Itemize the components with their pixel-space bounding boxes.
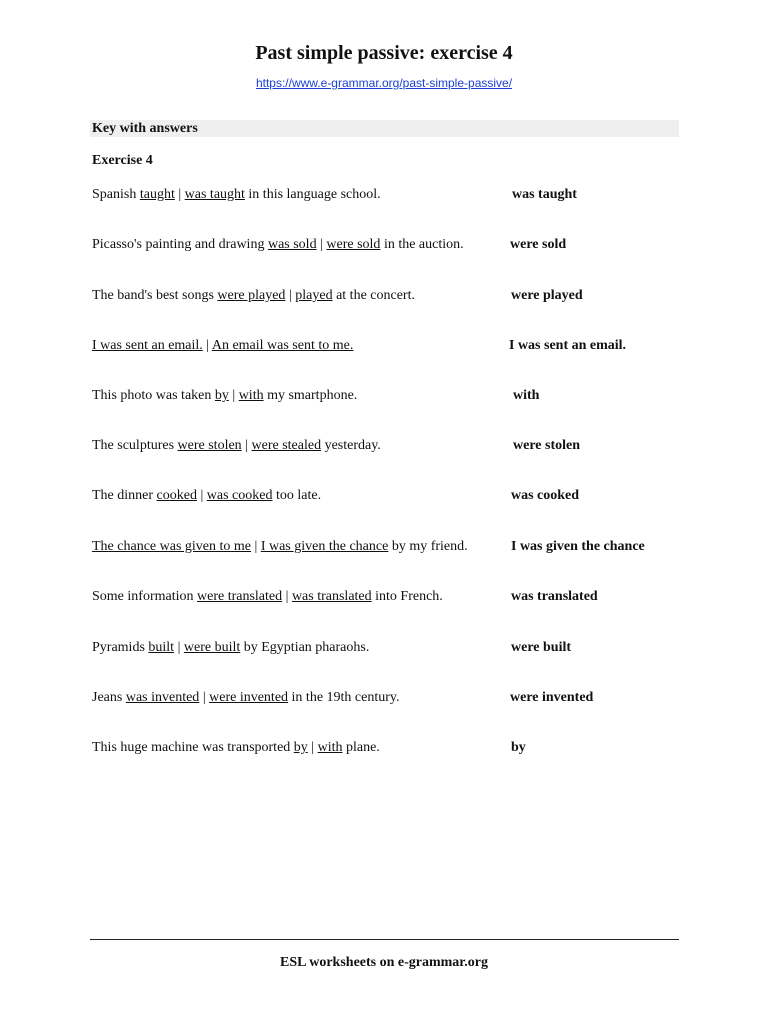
- option-1: The chance was given to me: [92, 539, 251, 554]
- sentence: [92, 488, 321, 504]
- option-1: were played: [217, 288, 286, 303]
- sentence-pre: Pyramids: [92, 640, 149, 655]
- answer: was taught: [512, 187, 577, 202]
- option-1: by: [293, 740, 308, 755]
- page-title: Past simple passive: exercise 4: [255, 42, 513, 64]
- option-separator: |: [307, 740, 318, 755]
- sentence-post: in the 19th century.: [288, 690, 400, 705]
- sentence: [92, 539, 468, 555]
- sentence-post: in this language school.: [244, 187, 381, 202]
- sentence-post: in the auction.: [380, 237, 464, 252]
- option-1: were stolen: [177, 438, 242, 453]
- option-separator: |: [282, 589, 292, 604]
- option-2: with: [317, 740, 343, 755]
- answer: was translated: [511, 589, 598, 604]
- option-1: I was sent an email.: [92, 338, 203, 353]
- sentence-post: by my friend.: [388, 539, 468, 554]
- sentence-post: yesterday.: [321, 438, 381, 453]
- exercise-row: [92, 388, 682, 408]
- sentence-pre: Picasso's painting and drawing: [92, 237, 268, 252]
- answer: were stolen: [513, 438, 580, 453]
- exercise-row: [92, 740, 682, 760]
- sentence-post: too late.: [272, 488, 322, 503]
- option-1: were translated: [197, 589, 283, 604]
- exercise-row: [92, 438, 682, 458]
- sentence-pre: Some information: [92, 589, 197, 604]
- sentence-post: by Egyptian pharaohs.: [240, 640, 370, 655]
- answer: were built: [511, 640, 572, 655]
- option-2: were built: [183, 640, 241, 655]
- option-2: were sold: [326, 237, 381, 252]
- key-label: Key with answers: [92, 121, 198, 136]
- option-separator: |: [199, 690, 210, 705]
- sentence: [92, 589, 443, 605]
- option-separator: |: [174, 187, 185, 202]
- footer-text: ESL worksheets on e-grammar.org: [280, 955, 488, 970]
- exercise-row: [92, 488, 682, 508]
- exercise-row: [92, 288, 682, 308]
- option-separator: |: [202, 338, 212, 353]
- sentence: [92, 288, 415, 304]
- answer: were sold: [510, 237, 567, 252]
- answer: I was sent an email.: [509, 338, 627, 353]
- option-2: An email was sent to me.: [211, 338, 354, 353]
- sentence-pre: Jeans: [92, 690, 126, 705]
- sentence-pre: The band's best songs: [92, 288, 218, 303]
- option-1: taught: [139, 187, 175, 202]
- sentence-post: into French.: [371, 589, 443, 604]
- footer-divider: [90, 939, 679, 940]
- sentence-post: my smartphone.: [263, 388, 358, 403]
- sentence-pre: The sculptures: [92, 438, 178, 453]
- option-2: I was given the chance: [260, 539, 389, 554]
- exercise-row: [92, 237, 682, 257]
- exercise-row: [92, 187, 682, 207]
- answer: with: [513, 388, 540, 403]
- sentence: [92, 187, 381, 203]
- sentence: [92, 438, 381, 454]
- option-2: with: [238, 388, 264, 403]
- exercise-row: [92, 589, 682, 609]
- sentence: [92, 640, 369, 656]
- option-separator: |: [174, 640, 184, 655]
- sentence: [92, 690, 400, 706]
- option-1: cooked: [156, 488, 197, 503]
- option-2: were stealed: [251, 438, 322, 453]
- option-separator: |: [196, 488, 207, 503]
- sentence-post: at the concert.: [332, 288, 415, 303]
- exercise-row: [92, 338, 682, 358]
- sentence-pre: This photo was taken: [92, 388, 215, 403]
- option-separator: |: [285, 288, 296, 303]
- answer: was cooked: [511, 488, 580, 503]
- option-separator: |: [241, 438, 252, 453]
- sentence-pre: This huge machine was transported: [92, 740, 294, 755]
- sentence-post: plane.: [342, 740, 380, 755]
- answer: I was given the chance: [511, 539, 645, 554]
- exercise-row: [92, 690, 682, 710]
- option-separator: |: [228, 388, 239, 403]
- source-link[interactable]: https://www.e-grammar.org/past-simple-passive/: [255, 76, 513, 90]
- answer: by: [511, 740, 526, 755]
- sentence-pre: Spanish: [92, 187, 140, 202]
- option-1: by: [214, 388, 229, 403]
- exercise-row: [92, 539, 682, 559]
- sentence: [92, 388, 357, 404]
- option-2: was taught: [184, 187, 245, 202]
- sentence-pre: The dinner: [92, 488, 157, 503]
- option-2: was cooked: [206, 488, 273, 503]
- exercise-heading: Exercise 4: [92, 153, 153, 168]
- exercise-row: [92, 640, 682, 660]
- option-1: was sold: [267, 237, 317, 252]
- option-1: built: [148, 640, 175, 655]
- option-1: was invented: [125, 690, 200, 705]
- sentence: [92, 237, 464, 253]
- sentence: [92, 338, 353, 354]
- answer: were played: [511, 288, 583, 303]
- option-separator: |: [316, 237, 327, 252]
- option-2: were invented: [209, 690, 289, 705]
- answer: were invented: [510, 690, 594, 705]
- option-2: played: [295, 288, 333, 303]
- option-separator: |: [251, 539, 261, 554]
- option-2: was translated: [291, 589, 372, 604]
- sentence: [92, 740, 380, 756]
